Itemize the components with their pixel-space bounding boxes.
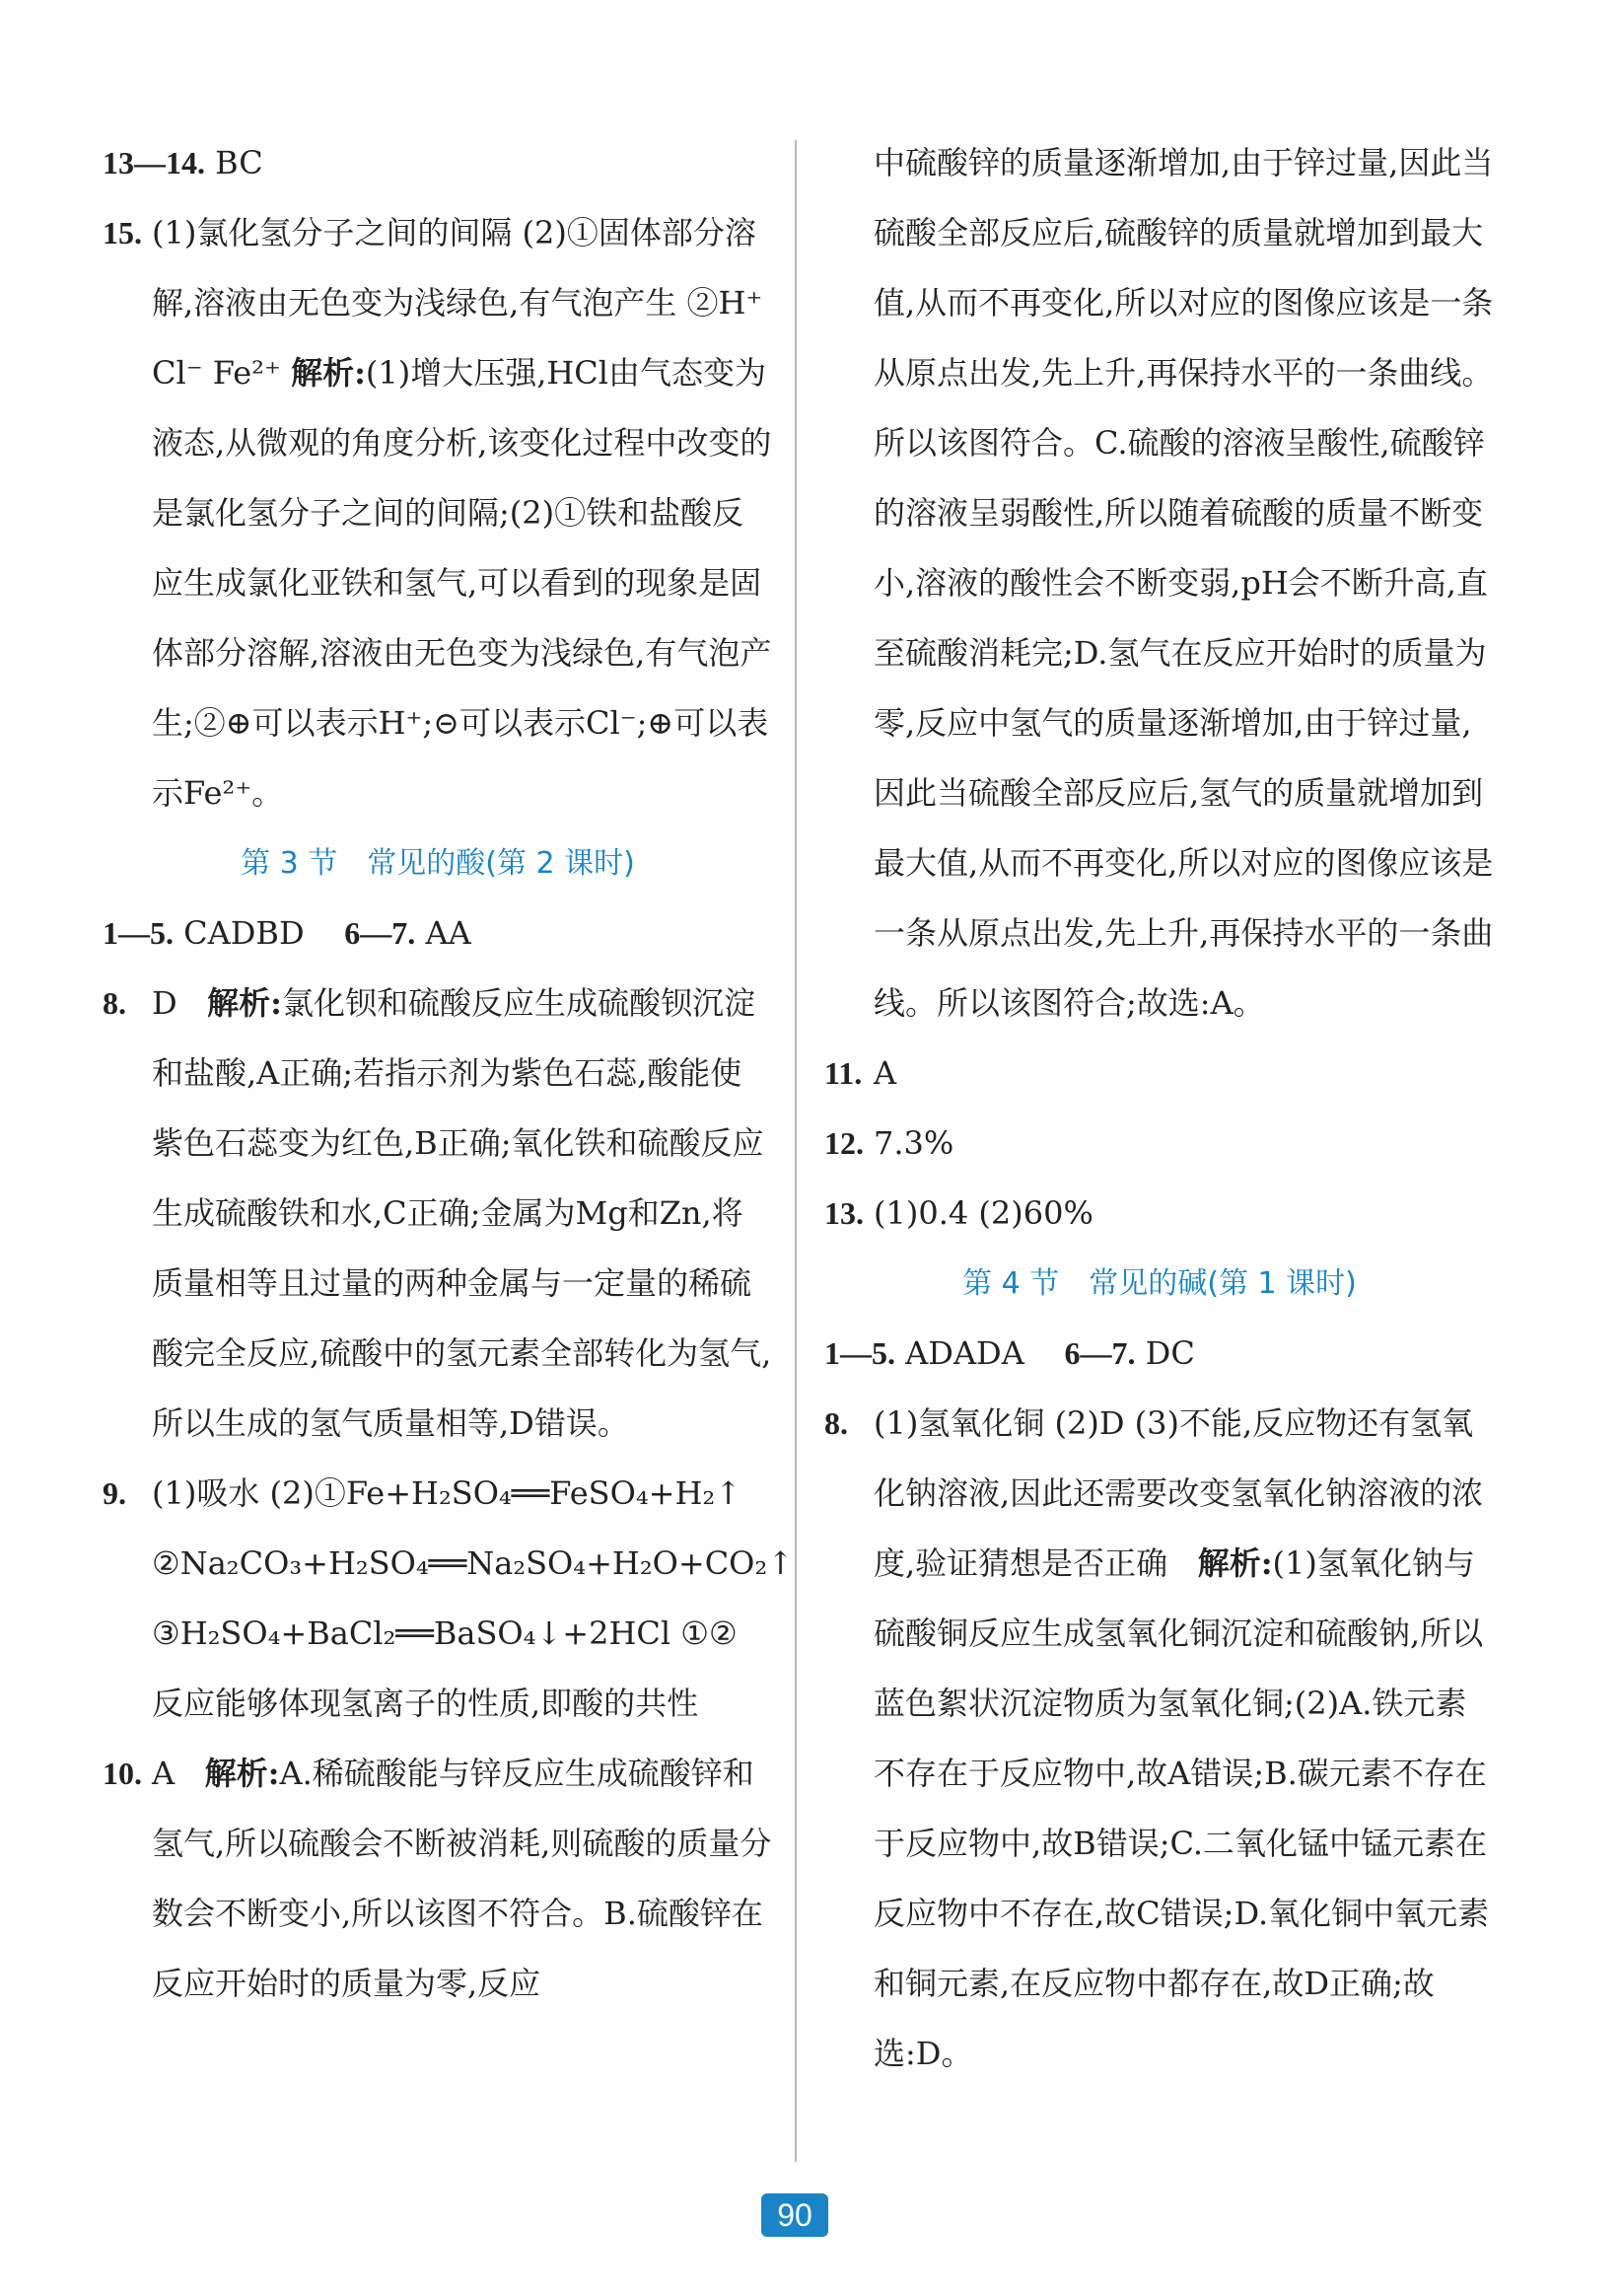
analysis-text: 氯化钡和硫酸反应生成硫酸钡沉淀和盐酸,A正确;若指示剂为紫色石蕊,酸能使紫色石蕊变为红色,B正确;氧化铁和硫酸反应生成硫酸铁和水,C正确;金属为Mg和Zn,将质量相等且过量的两种金属与一定量的稀硫酸完全反应,硫酸中的氢元素全部转化为氢气,所以生成的氢气质量相等,D错误。	[152, 984, 772, 1442]
page-number: 90	[761, 2193, 828, 2237]
left-column	[103, 128, 795, 2019]
question-number: 8.	[103, 985, 126, 1021]
question-number: 12.	[824, 1125, 864, 1161]
analysis-label: 解析:	[207, 984, 282, 1022]
answer-12	[824, 1109, 1495, 1179]
question-number: 8.	[824, 1405, 848, 1441]
analysis-text: A.稀硫酸能与锌反应生成硫酸锌和氢气,所以硫酸会不断被消耗,则硫酸的质量分数会不断变小,所以该图不符合。B.硫酸锌在反应开始时的质量为零,反应	[152, 1755, 772, 2002]
answer-9	[103, 1459, 795, 1739]
question-number: 11.	[824, 1055, 863, 1091]
analysis-label: 解析:	[1197, 1544, 1273, 1582]
answer-text: (1)氢氧化铜 (2)D (3)不能,反应物还有氢氧化钠溶液,因此还需要改变氢氧化钠溶液的浓度,验证猜想是否正确	[874, 1404, 1484, 1582]
answer-text: A	[874, 1054, 897, 1092]
answer-text: AA	[425, 914, 471, 952]
column-divider	[795, 140, 797, 2162]
answer-8	[103, 969, 773, 1459]
question-number: 9.	[103, 1475, 126, 1511]
question-number: 6—7.	[344, 915, 416, 951]
question-number: 13—14.	[103, 145, 205, 180]
analysis-label: 解析:	[291, 354, 366, 392]
answer-text: A	[152, 1755, 176, 1792]
answer-text: CADBD	[183, 914, 305, 952]
answer-1-7	[103, 898, 773, 969]
section-heading: 第 4 节 常见的碱(第 1 课时)	[962, 1266, 1357, 1301]
answer-10	[103, 1739, 773, 2019]
analysis-label: 解析:	[204, 1755, 280, 1792]
answer-text: D	[152, 984, 177, 1022]
answer-8	[824, 1389, 1495, 2089]
answer-text: DC	[1145, 1334, 1195, 1372]
answer-text: (1)氯化氢分子之间的间隔 (2)①固体部分溶解,溶液由无色变为浅绿色,有气泡产生 ②H⁺ Cl⁻ Fe²⁺	[152, 214, 763, 392]
answer-text: (1)0.4 (2)60%	[874, 1194, 1093, 1232]
answer-13-14	[103, 128, 773, 198]
question-number: 1—5.	[103, 915, 174, 951]
question-number: 13.	[824, 1195, 864, 1231]
answer-11	[824, 1039, 1495, 1109]
question-number: 1—5.	[824, 1335, 895, 1371]
analysis-text: (1)增大压强,HCl由气态变为液态,从微观的角度分析,该变化过程中改变的是氯化氢分子之间的间隔;(2)①铁和盐酸反应生成氯化亚铁和氢气,可以看到的现象是固体部分溶解,溶液由无色变为浅绿色,有气泡产生;②⊕可以表示H⁺;⊝可以表示Cl⁻;⊕可以表示Fe²⁺。	[152, 354, 772, 812]
section-heading: 第 3 节 常见的酸(第 2 课时)	[241, 846, 635, 881]
answer-15	[103, 198, 773, 828]
question-number: 10.	[103, 1756, 142, 1791]
answer-text: 7.3%	[874, 1124, 954, 1162]
answer-13	[824, 1179, 1495, 1249]
analysis-text: (1)氢氧化钠与硫酸铜反应生成氢氧化铜沉淀和硫酸钠,所以蓝色絮状沉淀物质为氢氧化铜;(2)A.铁元素不存在于反应物中,故A错误;B.碳元素不存在于反应物中,故B错误;C.二氧化锰中锰元素在反应物中不存在,故C错误;D.氧化铜中氧元素和铜元素,在反应物中都存在,故D正确;故选:D。	[874, 1544, 1490, 2072]
answer-text: ADADA	[905, 1334, 1024, 1372]
right-column	[824, 128, 1495, 2089]
answer-10-continued: 中硫酸锌的质量逐渐增加,由于锌过量,因此当硫酸全部反应后,硫酸锌的质量就增加到最大值,从而不再变化,所以对应的图像应该是一条从原点出发,先上升,再保持水平的一条曲线。所以该图符合。C.硫酸的溶液呈酸性,硫酸锌的溶液呈弱酸性,所以随着硫酸的质量不断变小,溶液的酸性会不断变弱,pH会不断升高,直至硫酸消耗完;D.氢气在反应开始时的质量为零,反应中氢气的质量逐渐增加,由于锌过量,因此当硫酸全部反应后,氢气的质量就增加到最大值,从而不再变化,所以对应的图像应该是一条从原点出发,先上升,再保持水平的一条曲线。所以该图符合;故选:A。	[874, 144, 1494, 1022]
question-number: 6—7.	[1064, 1335, 1136, 1371]
answer-1-7	[824, 1319, 1495, 1389]
answer-text: BC	[215, 144, 263, 181]
answer-text: (1)吸水 (2)①Fe+H₂SO₄══FeSO₄+H₂↑ ②Na₂CO₃+H₂SO₄══Na₂SO₄+H₂O+CO₂↑ ③H₂SO₄+BaCl₂══BaSO₄↓+2HCl ①② 反应能够体现氢离子的性质,即酸的共性	[152, 1474, 795, 1722]
question-number: 15.	[103, 215, 142, 251]
